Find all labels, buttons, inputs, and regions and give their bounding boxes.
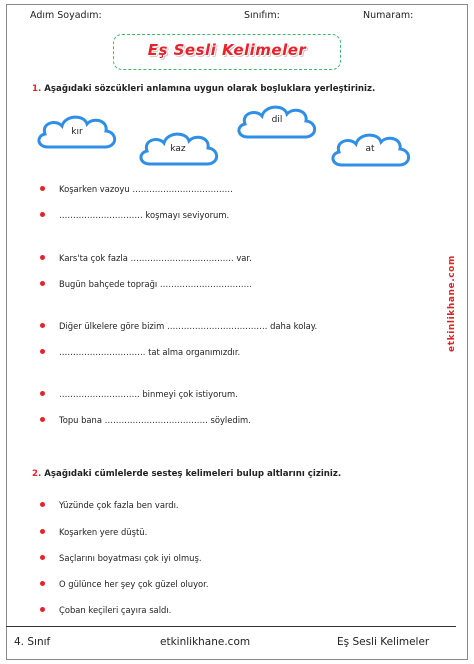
- underline-sentence: [40, 527, 147, 537]
- bullet-icon: [40, 529, 45, 534]
- cloud-word: at: [365, 144, 375, 154]
- sentence-text: ……………………….. binmeyi çok istiyorum.: [59, 389, 238, 399]
- question-1-number: 1.: [32, 84, 42, 94]
- word-cloud-at: [328, 126, 412, 172]
- fill-sentence: [40, 415, 251, 425]
- question-2-number: 2.: [32, 469, 42, 479]
- bullet-icon: [40, 555, 45, 560]
- number-label: Numaram:: [363, 10, 414, 21]
- sentence-text: Yüzünde çok fazla ben vardı.: [59, 500, 179, 510]
- sentence-text: Koşarken yere düştü.: [59, 527, 148, 537]
- cloud-word: dil: [271, 115, 283, 125]
- fill-sentence: [40, 210, 229, 220]
- sentence-text: O gülünce her şey çok güzel oluyor.: [59, 579, 209, 589]
- bullet-icon: [40, 349, 45, 354]
- fill-sentence: [40, 321, 317, 331]
- footer-topic: Eş Sesli Kelimeler: [337, 636, 430, 648]
- sentence-text: Diğer ülkelere göre bizim ……………………………… daha kolay.: [59, 321, 318, 331]
- sentence-text: …………………………. tat alma organımızdır.: [59, 347, 241, 357]
- cloud-word: kır: [71, 127, 83, 137]
- sentence-text: ………………………… koşmayı seviyorum.: [59, 210, 230, 220]
- footer-grade: 4. Sınıf: [14, 636, 51, 648]
- title-frame: [113, 34, 341, 70]
- question-1: [32, 84, 375, 94]
- question-2-text: Aşağıdaki cümlelerde sesteş kelimeleri bulup altlarını çiziniz.: [44, 469, 342, 479]
- bullet-icon: [40, 212, 45, 217]
- sentence-text: Bugün bahçede toprağı ……………………………: [59, 279, 253, 289]
- sentence-text: Topu bana ………………………………. söyledim.: [59, 415, 251, 425]
- sentence-text: Kars'ta çok fazla ………………………………. var.: [59, 253, 252, 263]
- word-cloud-dil: [234, 100, 320, 144]
- question-1-text: Aşağıdaki sözcükleri anlamına uygun olarak boşluklara yerleştiriniz.: [44, 84, 376, 94]
- bullet-icon: [40, 607, 45, 612]
- fill-sentence: [40, 279, 252, 289]
- sentence-text: Saçlarını boyatması çok iyi olmuş.: [59, 553, 202, 563]
- fill-sentence: [40, 253, 252, 263]
- sentence-text: Koşarken vazoyu ………………………………: [59, 184, 233, 194]
- word-cloud-kaz: [136, 126, 220, 170]
- bullet-icon: [40, 255, 45, 260]
- fill-sentence: [40, 389, 238, 399]
- bullet-icon: [40, 323, 45, 328]
- footer-divider: [6, 626, 456, 627]
- underline-sentence: [40, 605, 171, 615]
- bullet-icon: [40, 417, 45, 422]
- name-label: Adım Soyadım:: [30, 10, 102, 21]
- sentence-text: Çoban keçileri çayıra saldı.: [59, 605, 172, 615]
- footer-site: etkinlikhane.com: [160, 636, 251, 648]
- underline-sentence: [40, 500, 179, 510]
- fill-sentence: [40, 184, 233, 194]
- fill-sentence: [40, 347, 240, 357]
- underline-sentence: [40, 553, 202, 563]
- word-cloud-kir: [34, 110, 120, 154]
- question-2: [32, 469, 341, 479]
- bullet-icon: [40, 502, 45, 507]
- bullet-icon: [40, 281, 45, 286]
- cloud-word: kaz: [170, 144, 186, 154]
- bullet-icon: [40, 581, 45, 586]
- bullet-icon: [40, 391, 45, 396]
- site-watermark: etkinlikhane.com: [447, 255, 457, 352]
- underline-sentence: [40, 579, 209, 589]
- bullet-icon: [40, 186, 45, 191]
- class-label: Sınıfım:: [244, 10, 280, 21]
- worksheet-title: Eş Sesli Kelimeler: [147, 41, 307, 59]
